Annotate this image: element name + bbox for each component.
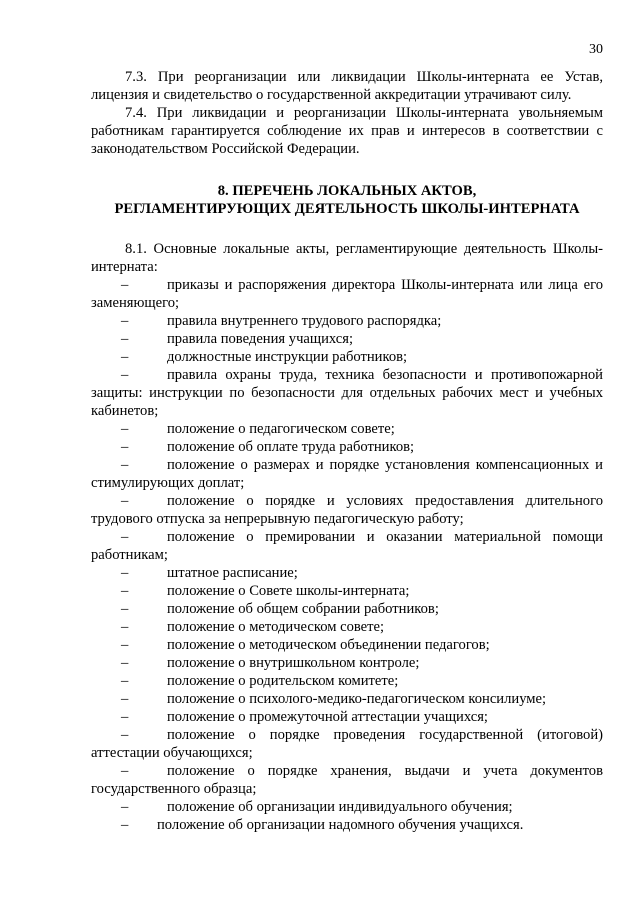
paragraph-7-4: 7.4. При ликвидации и реорганизации Школы-интерната увольняемым работникам гарантируется соблюдение их прав и интересов в соответствии с законодательством Российской Федерации. [91, 105, 603, 157]
list-item-text: положение об организации индивидуального обучения; [167, 799, 513, 815]
list-item-text: правила охраны труда, техника безопасности и противопожарной защиты: инструкции по безопасности для отдельных рабочих мест и учебных кабинетов; [91, 367, 603, 419]
list-item [91, 456, 603, 492]
list-dash: – [121, 349, 129, 365]
list-item-text: положение о внутришкольном контроле; [167, 655, 420, 671]
paragraph-8-1: 8.1. Основные локальные акты, регламентирующие деятельность Школы-интерната: [91, 241, 603, 275]
list-item-text: правила поведения учащихся; [167, 331, 354, 347]
list-dash: – [121, 367, 129, 383]
list-item [91, 690, 603, 708]
list-item [91, 528, 603, 564]
list-dash: – [121, 799, 129, 815]
list-item [91, 672, 603, 690]
section-heading-line1: 8. ПЕРЕЧЕНЬ ЛОКАЛЬНЫХ АКТОВ, [217, 183, 477, 199]
list-item [91, 438, 603, 456]
list-dash: – [121, 619, 129, 635]
list-item [91, 726, 603, 762]
list-item-text: положение о методическом совете; [167, 619, 385, 635]
list-item [91, 330, 603, 348]
list-item [91, 816, 603, 834]
list-dash: – [121, 457, 129, 473]
list-item [91, 276, 603, 312]
list-dash: – [121, 691, 129, 707]
list-item-text: положение об организации надомного обучения учащихся. [157, 817, 524, 833]
list-dash: – [121, 709, 129, 725]
list-item [91, 366, 603, 420]
list-item [91, 564, 603, 582]
list-item-text: положение о родительском комитете; [167, 673, 399, 689]
section-heading [91, 182, 603, 218]
list-dash: – [121, 817, 129, 833]
list-item [91, 636, 603, 654]
list-dash: – [121, 583, 129, 599]
list-item-text: должностные инструкции работников; [167, 349, 408, 365]
list-item-text: положение о порядке и условиях предоставления длительного трудового отпуска за непрерывную педагогическую работу; [91, 493, 603, 527]
list-item [91, 762, 603, 798]
list-dash: – [121, 637, 129, 653]
list-dash: – [121, 727, 129, 743]
list-item-text: положение о психолого-медико-педагогическом консилиуме; [167, 691, 547, 707]
list-dash: – [121, 421, 129, 437]
local-acts-list [91, 276, 603, 834]
list-item [91, 492, 603, 528]
list-dash: – [121, 673, 129, 689]
list-item-text: приказы и распоряжения директора Школы-интерната или лица его заменяющего; [91, 277, 603, 311]
list-item [91, 312, 603, 330]
page-number: 30 [589, 42, 603, 57]
list-dash: – [121, 763, 129, 779]
list-dash: – [121, 439, 129, 455]
list-item-text: положение о промежуточной аттестации учащихся; [167, 709, 488, 725]
list-dash: – [121, 493, 129, 509]
list-item-text: положение о премировании и оказании материальной помощи работникам; [91, 529, 603, 563]
list-item [91, 798, 603, 816]
list-item [91, 618, 603, 636]
list-item [91, 420, 603, 438]
list-item-text: положение о методическом объединении педагогов; [167, 637, 490, 653]
list-item-text: положение о порядке проведения государственной (итоговой) аттестации обучающихся; [91, 727, 603, 761]
list-item-text: положение о порядке хранения, выдачи и учета документов государственного образца; [91, 763, 603, 797]
list-item [91, 348, 603, 366]
paragraph-7-3: 7.3. При реорганизации или ликвидации Школы-интерната ее Устав, лицензия и свидетельство о государственной аккредитации утрачивают силу. [91, 69, 603, 103]
list-dash: – [121, 529, 129, 545]
list-item-text: положение об оплате труда работников; [167, 439, 415, 455]
list-item [91, 708, 603, 726]
list-dash: – [121, 601, 129, 617]
list-dash: – [121, 313, 129, 329]
list-item-text: положение о педагогическом совете; [167, 421, 395, 437]
list-dash: – [121, 331, 129, 347]
section-heading-line2: РЕГЛАМЕНТИРУЮЩИХ ДЕЯТЕЛЬНОСТЬ ШКОЛЫ-ИНТЕРНАТА [114, 201, 580, 217]
list-item [91, 600, 603, 618]
list-dash: – [121, 655, 129, 671]
list-dash: – [121, 565, 129, 581]
list-dash: – [121, 277, 129, 293]
list-item-text: положение о размерах и порядке установления компенсационных и стимулирующих доплат; [91, 457, 603, 491]
document-body [91, 68, 603, 834]
list-item-text: положение об общем собрании работников; [167, 601, 439, 617]
list-item [91, 582, 603, 600]
list-item [91, 654, 603, 672]
list-item-text: штатное расписание; [167, 565, 298, 581]
list-item-text: правила внутреннего трудового распорядка; [167, 313, 442, 329]
list-item-text: положение о Совете школы-интерната; [167, 583, 410, 599]
